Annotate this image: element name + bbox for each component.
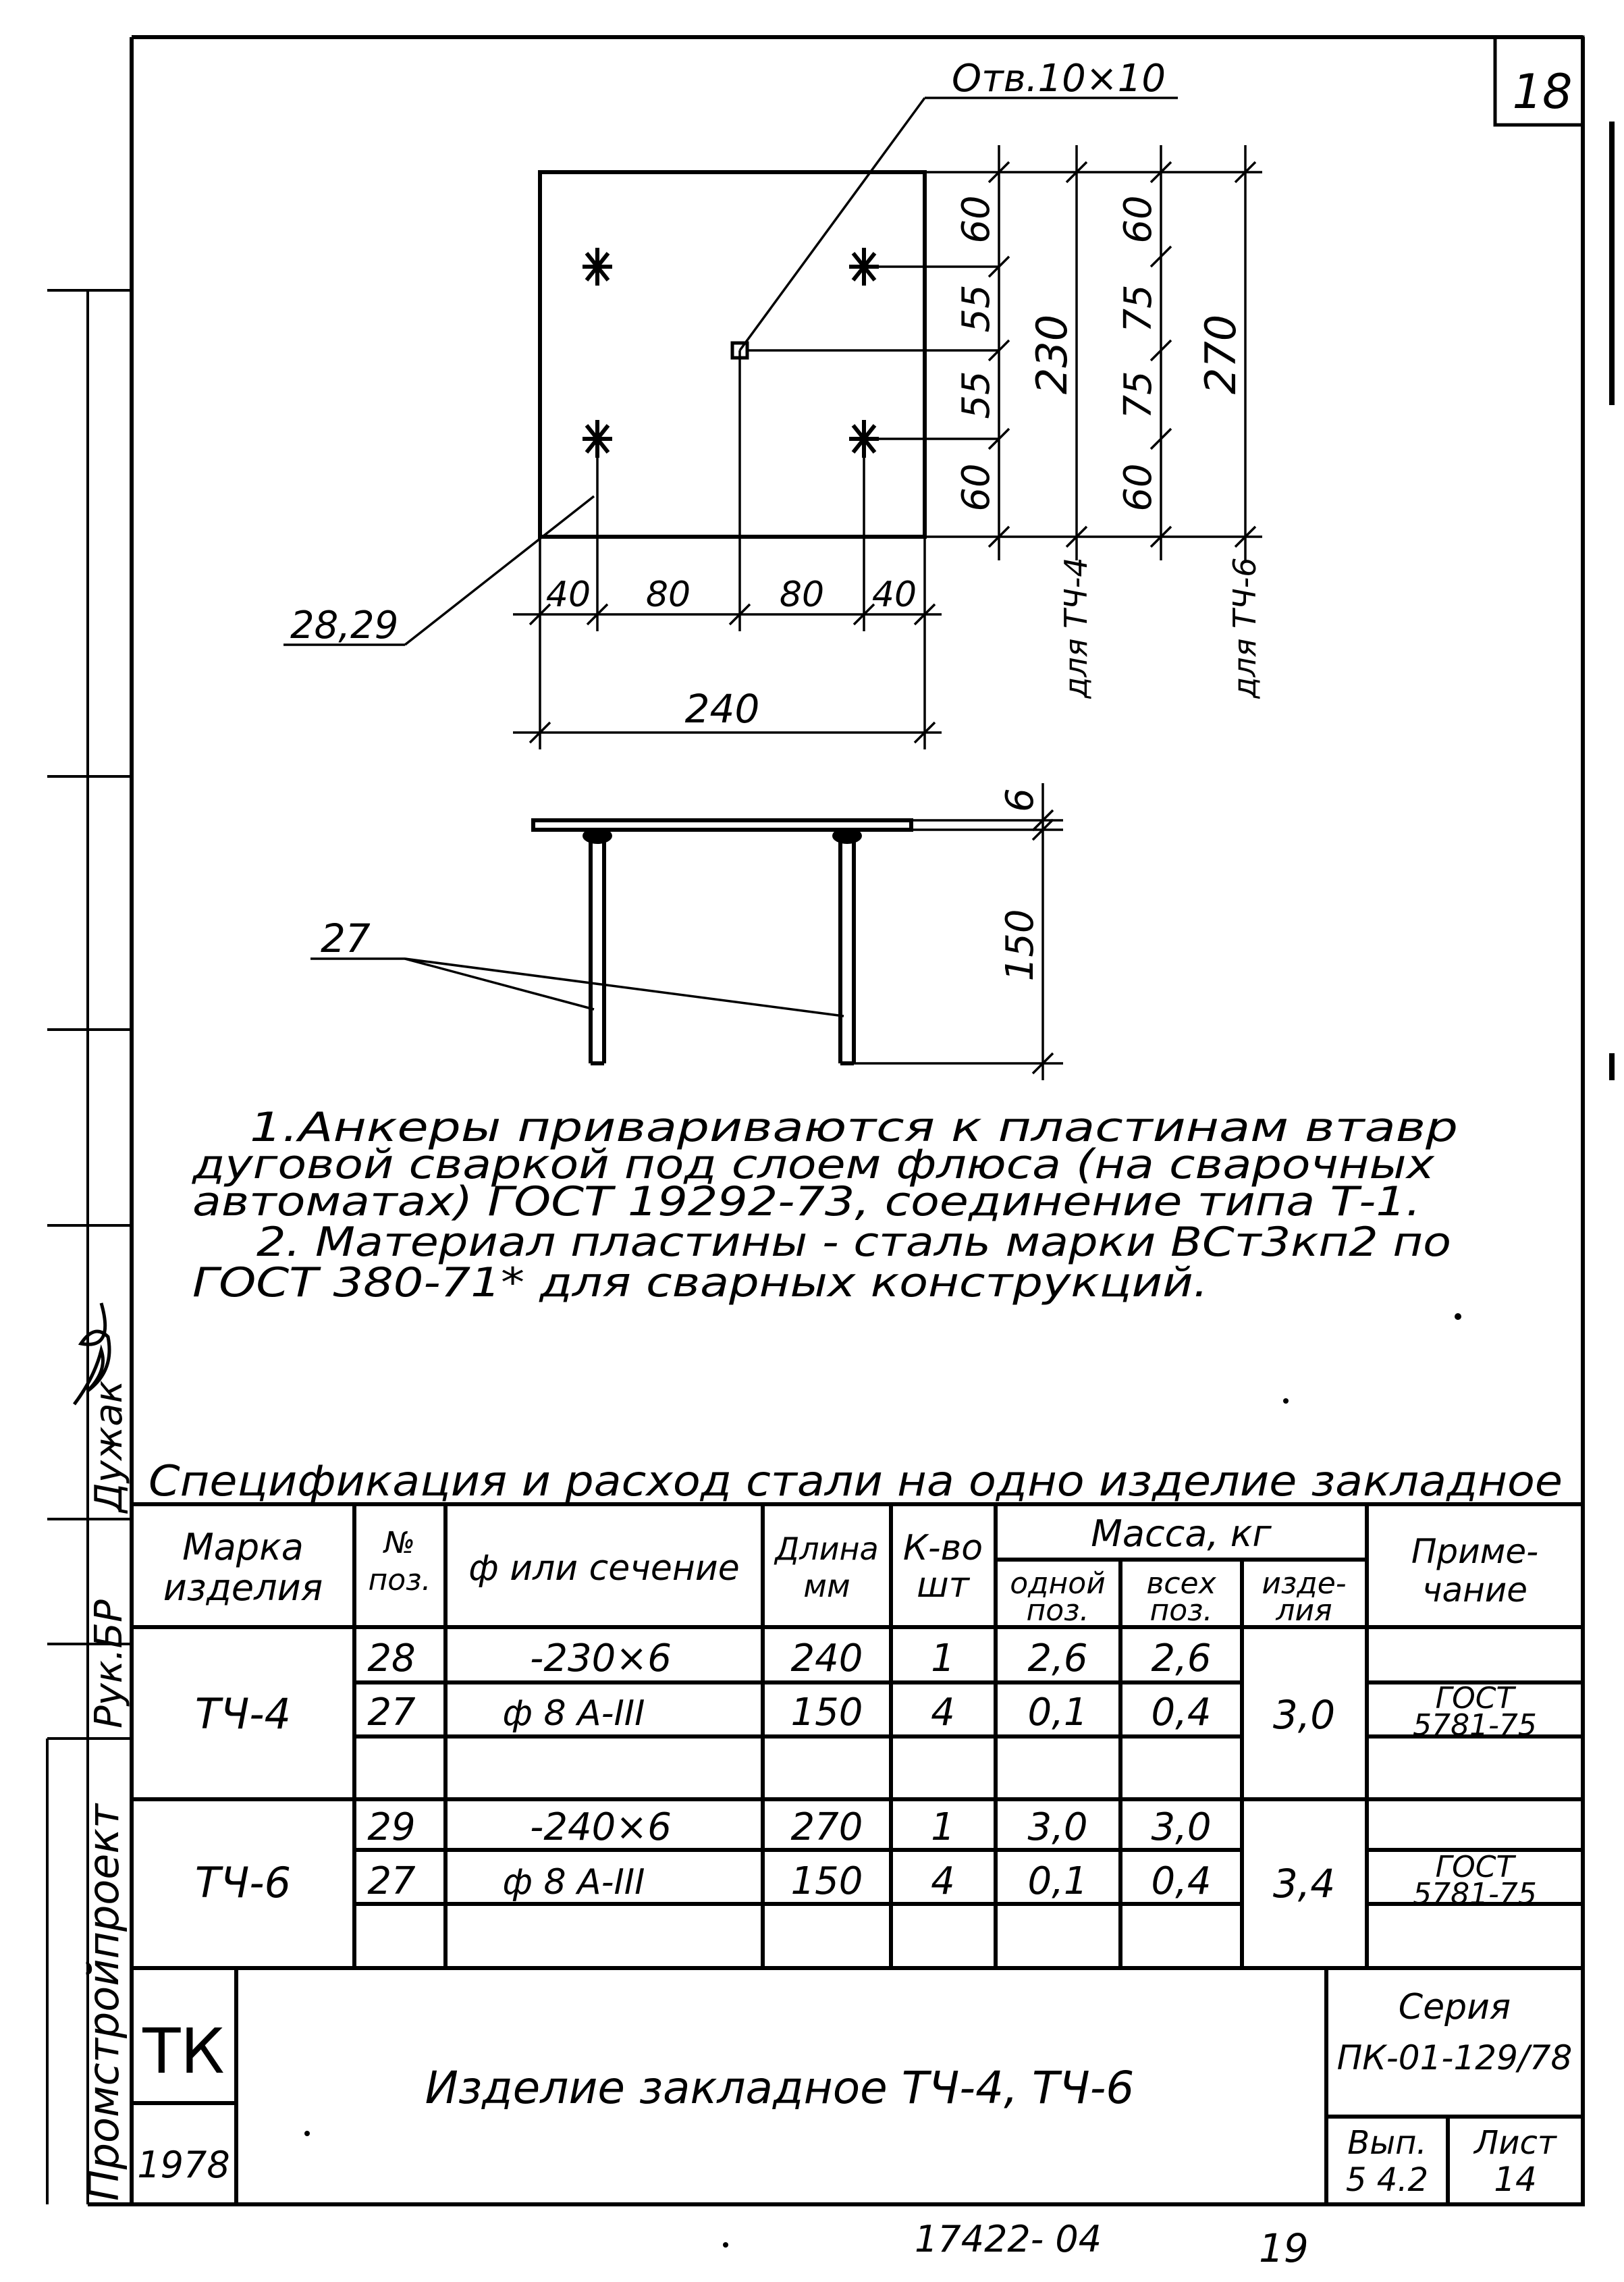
sheet-value: 14 xyxy=(1494,2160,1537,2199)
table-row xyxy=(367,1805,1211,1849)
header-pos: № поз. xyxy=(368,1526,431,1597)
header-note: Приме-чание xyxy=(1411,1532,1539,1610)
cell-mass-all: 3,0 xyxy=(1151,1805,1212,1849)
vdim-mid: 60 xyxy=(1116,463,1160,512)
vdim-left: 60 xyxy=(954,195,998,244)
cell-mass-all: 0,4 xyxy=(1151,1859,1212,1903)
plate-section xyxy=(533,820,911,1063)
anchor-star xyxy=(849,248,879,286)
cell-length: 270 xyxy=(790,1805,863,1849)
note-line: 2. Материал пластины - сталь марки ВСт3кп2 по xyxy=(256,1219,1451,1266)
cell-mass-one: 0,1 xyxy=(1027,1691,1088,1734)
label-t4: для ТЧ-4 xyxy=(1058,557,1094,699)
anchor-star xyxy=(583,248,612,286)
cell-section: -240×6 xyxy=(530,1805,672,1849)
cell-pos: 27 xyxy=(367,1859,416,1903)
cell-note: ГОСТ 5781-75 xyxy=(1413,1681,1537,1743)
title-org: ТК xyxy=(142,2015,225,2088)
cell-qty: 4 xyxy=(931,1691,955,1734)
cell-length: 150 xyxy=(790,1691,863,1734)
margin-name: Дужак xyxy=(87,1380,131,1512)
header-mass-item: изде-лия xyxy=(1262,1566,1347,1628)
note-line: автоматах) ГОСТ 19292-73, соединение типа Т-1. xyxy=(192,1178,1421,1225)
header-mass-one: одной поз. xyxy=(1010,1566,1106,1628)
margin-org: Промстройпроект xyxy=(79,1803,128,2201)
cell-pos: 28 xyxy=(367,1637,416,1680)
cell-pos: 27 xyxy=(367,1691,416,1734)
vdim-mid: 75 xyxy=(1116,284,1160,333)
header-length: Длина мм xyxy=(775,1531,879,1604)
group-mark: ТЧ-4 xyxy=(194,1689,292,1739)
cell-mass-all: 2,6 xyxy=(1151,1637,1212,1680)
vdim-230: 230 xyxy=(1027,314,1077,395)
page-stamp: 19 xyxy=(1259,2225,1309,2271)
issue-value: 5 4.2 xyxy=(1345,2161,1429,2199)
vdim-mid-group xyxy=(1116,195,1160,511)
cell-mass-one: 3,0 xyxy=(1027,1805,1088,1849)
label-t6: для ТЧ-6 xyxy=(1226,557,1263,699)
spec-title: Спецификация и расход стали на одно изделие закладное xyxy=(148,1456,1563,1506)
series-value: ПК-01-129/78 xyxy=(1336,2038,1573,2077)
cell-pos: 29 xyxy=(367,1805,416,1849)
cell-section: ф 8 А-III xyxy=(502,1862,645,1903)
header-mark: Марка изделия xyxy=(163,1526,323,1609)
header-section: ф или сечение xyxy=(468,1548,740,1589)
hdim: 40 xyxy=(871,575,917,615)
vdim-left: 55 xyxy=(954,371,998,419)
note-line: 1.Анкеры привариваются к пластинам втавр xyxy=(250,1104,1458,1151)
header-mass-all: всех поз. xyxy=(1146,1566,1216,1628)
cell-qty: 1 xyxy=(931,1637,955,1680)
group-item-mass: 3,0 xyxy=(1272,1692,1336,1738)
cell-mass-all: 0,4 xyxy=(1151,1691,1212,1734)
title-text: Изделие закладное ТЧ-4, ТЧ-6 xyxy=(425,2062,1135,2114)
spec-group-t4 xyxy=(195,1637,1537,1743)
spec-headers xyxy=(163,1512,1538,1628)
vdim-mid: 60 xyxy=(1116,195,1160,244)
anchor-length-dim: 150 xyxy=(998,909,1042,982)
vdim-left: 60 xyxy=(954,463,998,512)
hdim: 80 xyxy=(645,575,691,615)
cell-section: ф 8 А-III xyxy=(502,1693,645,1734)
note-line: дуговой сваркой под слоем флюса (на сварочных xyxy=(191,1141,1435,1188)
group-mark: ТЧ-6 xyxy=(194,1858,292,1907)
cell-mass-one: 0,1 xyxy=(1027,1859,1088,1903)
margin-role: Рук.БР xyxy=(87,1599,131,1728)
vdim-270: 270 xyxy=(1196,314,1245,395)
spec-group-t6 xyxy=(195,1805,1537,1911)
header-mass: Масса, кг xyxy=(1091,1512,1272,1555)
sheet-label: Лист xyxy=(1474,2124,1557,2162)
dimension-lines xyxy=(283,98,1262,749)
hdim-total: 240 xyxy=(684,686,760,732)
vdim-left-group xyxy=(954,195,998,511)
cell-qty: 4 xyxy=(931,1859,955,1903)
title-year: 1978 xyxy=(137,2144,230,2186)
cell-length: 240 xyxy=(790,1637,863,1680)
cell-mass-one: 2,6 xyxy=(1027,1637,1088,1680)
notes xyxy=(192,1104,1458,1306)
group-item-mass: 3,4 xyxy=(1272,1861,1336,1907)
archive-stamp: 17422- 04 xyxy=(915,2218,1102,2260)
note-line: ГОСТ 380-71* для сварных конструкций. xyxy=(192,1259,1209,1306)
vdim-left: 55 xyxy=(954,284,998,333)
header-qty: К-во шт xyxy=(902,1528,983,1606)
hole-callout: Отв.10×10 xyxy=(952,57,1166,101)
thickness-dim: 6 xyxy=(998,788,1042,812)
issue-label: Вып. xyxy=(1347,2124,1427,2162)
table-row xyxy=(367,1681,1537,1743)
vdim-mid: 75 xyxy=(1116,371,1160,419)
series-label: Серия xyxy=(1398,1987,1511,2027)
cell-length: 150 xyxy=(790,1859,863,1903)
hdim: 80 xyxy=(779,575,825,615)
cell-qty: 1 xyxy=(931,1805,955,1849)
plate-positions: 28,29 xyxy=(290,604,399,647)
anchor-position: 27 xyxy=(321,916,371,961)
sheet-number: 18 xyxy=(1512,64,1573,120)
cell-section: -230×6 xyxy=(530,1637,672,1680)
hdim: 40 xyxy=(545,575,591,615)
cell-note: ГОСТ 5781-75 xyxy=(1413,1850,1537,1911)
table-row xyxy=(367,1637,1211,1680)
